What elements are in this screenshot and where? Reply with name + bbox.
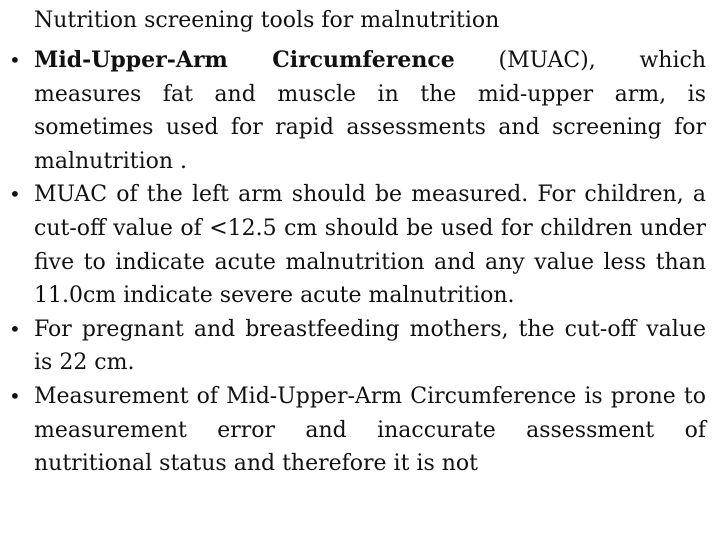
bullet-text: MUAC of the left arm should be measured. For children, a cut-off value of <12.5 cm should be used for children under five to indicate acute malnutrition and any value less than 11.0cm indicate severe acute malnutrition. (34, 182, 706, 309)
bullet-text: For pregnant and breastfeeding mothers, the cut-off value is 22 cm. (34, 316, 706, 376)
bullet-text: Measurement of Mid-Upper-Arm Circumference is prone to measurement error and inaccurate assessment of nutritional status and therefore it is not (34, 383, 706, 477)
bullet-list (0, 44, 720, 481)
bullet-marker: • (9, 383, 21, 408)
bullet-muac-measurement-error (0, 380, 720, 481)
slide-title: Nutrition screening tools for malnutrition (34, 8, 500, 33)
bullet-text: (MUAC), which measures fat and muscle in the mid-upper arm, is sometimes used for rapid assessments and screening for malnutrition . (34, 48, 706, 174)
bullet-marker: • (9, 182, 21, 207)
bullet-muac-cutoff-mothers (0, 313, 720, 380)
bullet-muac-cutoff-children (0, 178, 720, 312)
bullet-marker: • (9, 48, 21, 72)
bullet-marker: • (9, 316, 21, 341)
bullet-term: Mid-Upper-Arm Circumference (34, 47, 455, 73)
bullet-muac-definition (0, 44, 720, 178)
